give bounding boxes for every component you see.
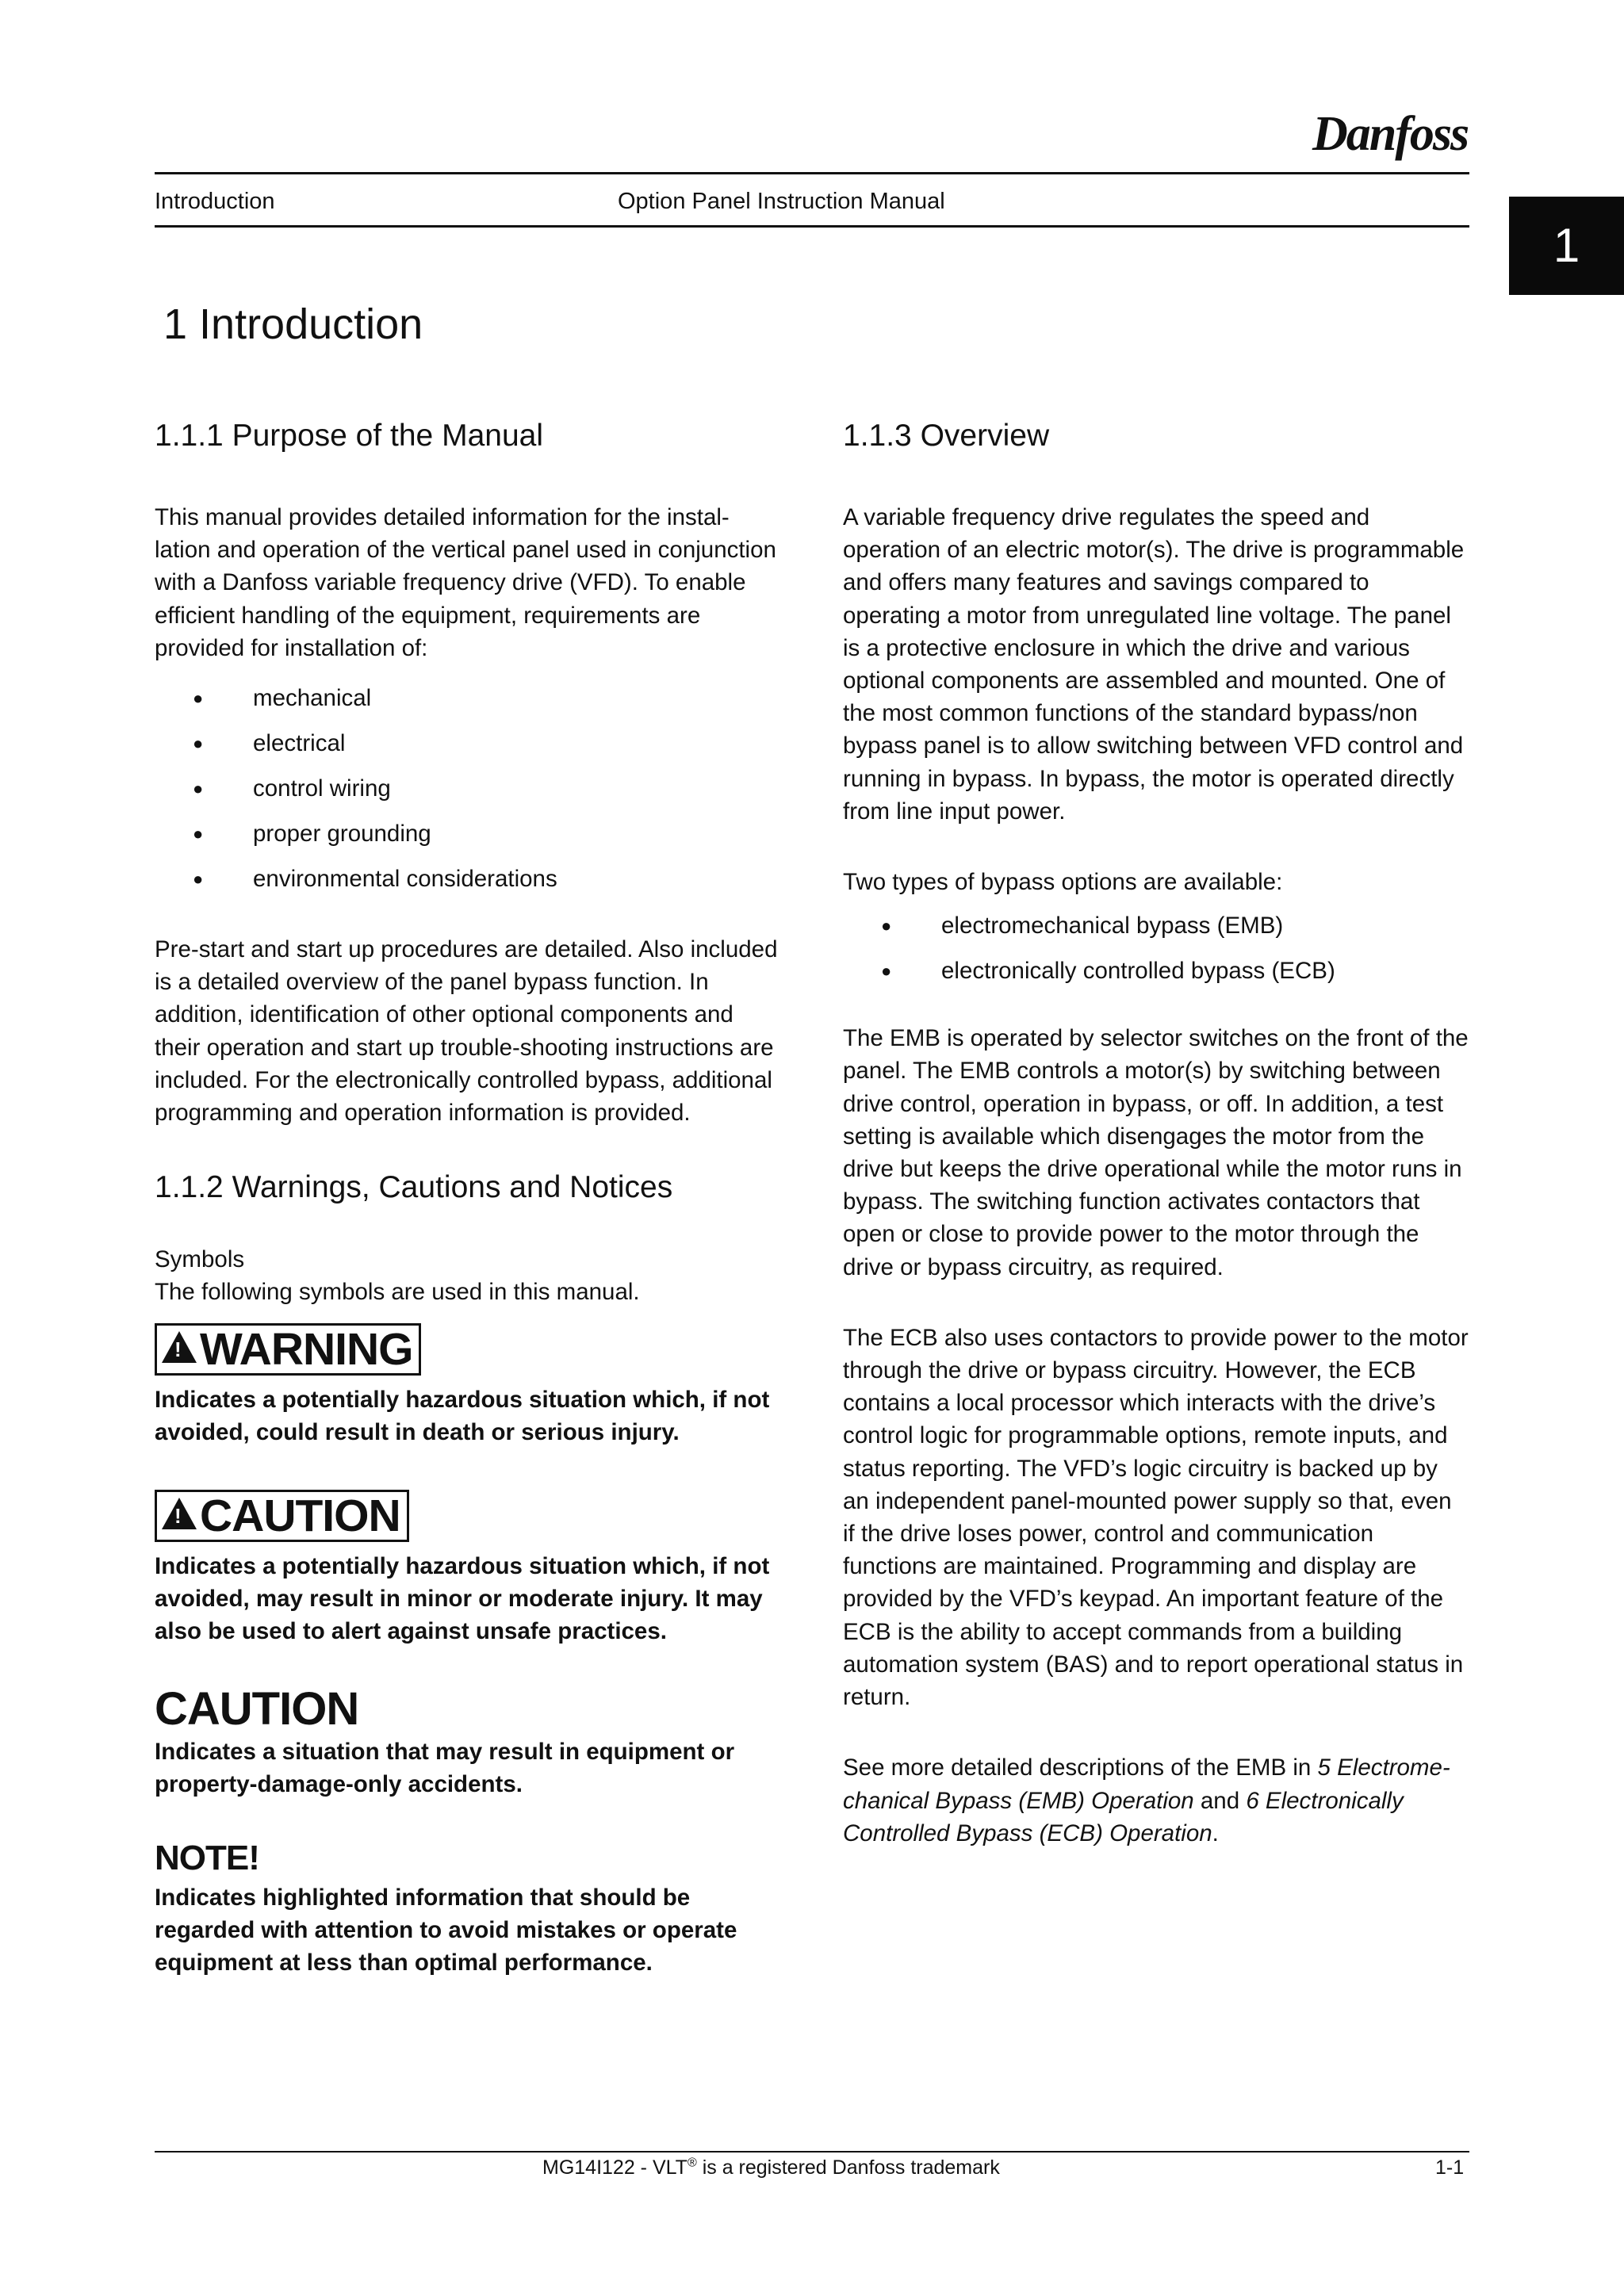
purpose-paragraph-1: This manual provides detailed information for the instal-lation and operation of the vertical panel used in conjunction with a Danfoss variable frequency drive (VFD). To enable efficient handling of the equipment, requirements are provided for installation of: (155, 504, 776, 661)
bullet-icon: ● (881, 961, 892, 982)
list-item: ● electromechanical bypass (EMB) (843, 903, 1469, 948)
overview-paragraph-5: See more detailed descriptions of the EMB in 5 Electrome-chanical Bypass (EMB) Operation and 6 Electronically Controlled Bypass (ECB) Operation. (843, 1755, 1450, 1846)
overview-paragraph-2: Two types of bypass options are available: (843, 869, 1283, 896)
list-item: ● environmental considerations (155, 856, 781, 901)
bullet-icon: ● (881, 916, 892, 936)
overview-paragraph-1: A variable frequency drive regulates the speed and operation of an electric motor(s). The drive is programmable and offers many features and savings compared to operating a motor from unregulated line voltage. The panel is a protective enclosure in which the drive and various optional components are assembled and mounted. One of the most common functions of the standard bypass/non bypass panel is to allow switching between VFD control and running in bypass. In bypass, the motor is operated directly from line input power. (843, 504, 1465, 825)
warning-label: !WARNING (155, 1323, 421, 1376)
chapter-tab: 1 (1509, 197, 1624, 295)
chapter-title: 1 Introduction (163, 300, 423, 348)
running-header-section: Introduction (155, 189, 275, 214)
reference-emb-link[interactable]: 5 Electrome-chanical Bypass (EMB) Operation (843, 1755, 1450, 1814)
bypass-options-list (843, 903, 1469, 993)
footer-trademark: MG14I122 - VLT® is a registered Danfoss trademark (542, 2156, 1000, 2179)
bullet-icon: ● (193, 869, 204, 890)
installation-list (155, 675, 781, 901)
symbols-text: The following symbols are used in this manual. (155, 1279, 640, 1306)
caution-label: !CAUTION (155, 1490, 409, 1542)
warning-triangle-icon (162, 1331, 197, 1363)
caution-equipment-text: Indicates a situation that may result in equipment or property-damage-only accidents. (155, 1738, 735, 1797)
running-header-title: Option Panel Instruction Manual (618, 189, 945, 214)
bullet-icon: ● (193, 824, 204, 844)
section-heading-purpose: 1.1.1 Purpose of the Manual (155, 419, 543, 453)
section-heading-warnings: 1.1.2 Warnings, Cautions and Notices (155, 1170, 673, 1205)
symbols-label: Symbols (155, 1246, 245, 1273)
caution-text: Indicates a potentially hazardous situation which, if not avoided, may result in minor or moderate injury. It may also be used to alert against unsafe practices. (155, 1553, 770, 1645)
bullet-icon: ● (193, 779, 204, 799)
warning-triangle-icon (162, 1498, 197, 1529)
caution-equipment-label: CAUTION (155, 1682, 359, 1735)
purpose-paragraph-2: Pre-start and start up procedures are detailed. Also included is a detailed overview of the panel bypass function. In addition, identification of other optional components and their operation and start up trouble-shooting instructions are included. For the electronically controlled bypass, additional programming and operation information is provided. (155, 936, 778, 1127)
header-bottom-rule (155, 225, 1469, 228)
page-number: 1-1 (1435, 2156, 1465, 2179)
section-heading-overview: 1.1.3 Overview (843, 419, 1050, 453)
reference-ecb-link[interactable]: 6 Electronically Controlled Bypass (ECB) Operation (843, 1787, 1404, 1846)
danfoss-logo: Danfoss (1312, 107, 1469, 161)
list-item: ● electronically controlled bypass (ECB) (843, 948, 1469, 993)
left-column (155, 412, 781, 1980)
list-item: ● electrical (155, 721, 781, 766)
list-item: ● proper grounding (155, 811, 781, 856)
overview-paragraph-3: The EMB is operated by selector switches on the front of the panel. The EMB controls a motor(s) by switching between drive control, operation in bypass, or off. In addition, a test setting is available which disengages the motor from the drive but keeps the drive operational while the motor runs in bypass. The switching function activates contactors that open or close to provide power to the motor through the drive or bypass circuitry, as required. (843, 1025, 1469, 1280)
note-label: NOTE! (155, 1839, 259, 1878)
list-item: ● mechanical (155, 675, 781, 721)
header-top-rule (155, 172, 1469, 174)
footer-rule (155, 2151, 1469, 2152)
bullet-icon: ● (193, 688, 204, 709)
overview-paragraph-4: The ECB also uses contactors to provide power to the motor through the drive or bypass circuitry. However, the ECB contains a local processor which interacts with the drive’s control logic for programmable options, remote inputs, and status reporting. The VFD’s logic circuitry is backed up by an independent panel-mounted power supply so that, even if the drive loses power, control and communication functions are maintained. Programming and display are provided by the VFD’s keypad. An important feature of the ECB is the ability to accept commands from a building automation system (BAS) and to report operational status in return. (843, 1324, 1469, 1711)
warning-text: Indicates a potentially hazardous situation which, if not avoided, could result in death or serious injury. (155, 1386, 770, 1445)
note-text: Indicates highlighted information that should be regarded with attention to avoid mistakes or operate equipment at less than optimal performance. (155, 1885, 737, 1976)
bullet-icon: ● (193, 733, 204, 754)
list-item: ● control wiring (155, 766, 781, 811)
right-column (843, 412, 1469, 1850)
